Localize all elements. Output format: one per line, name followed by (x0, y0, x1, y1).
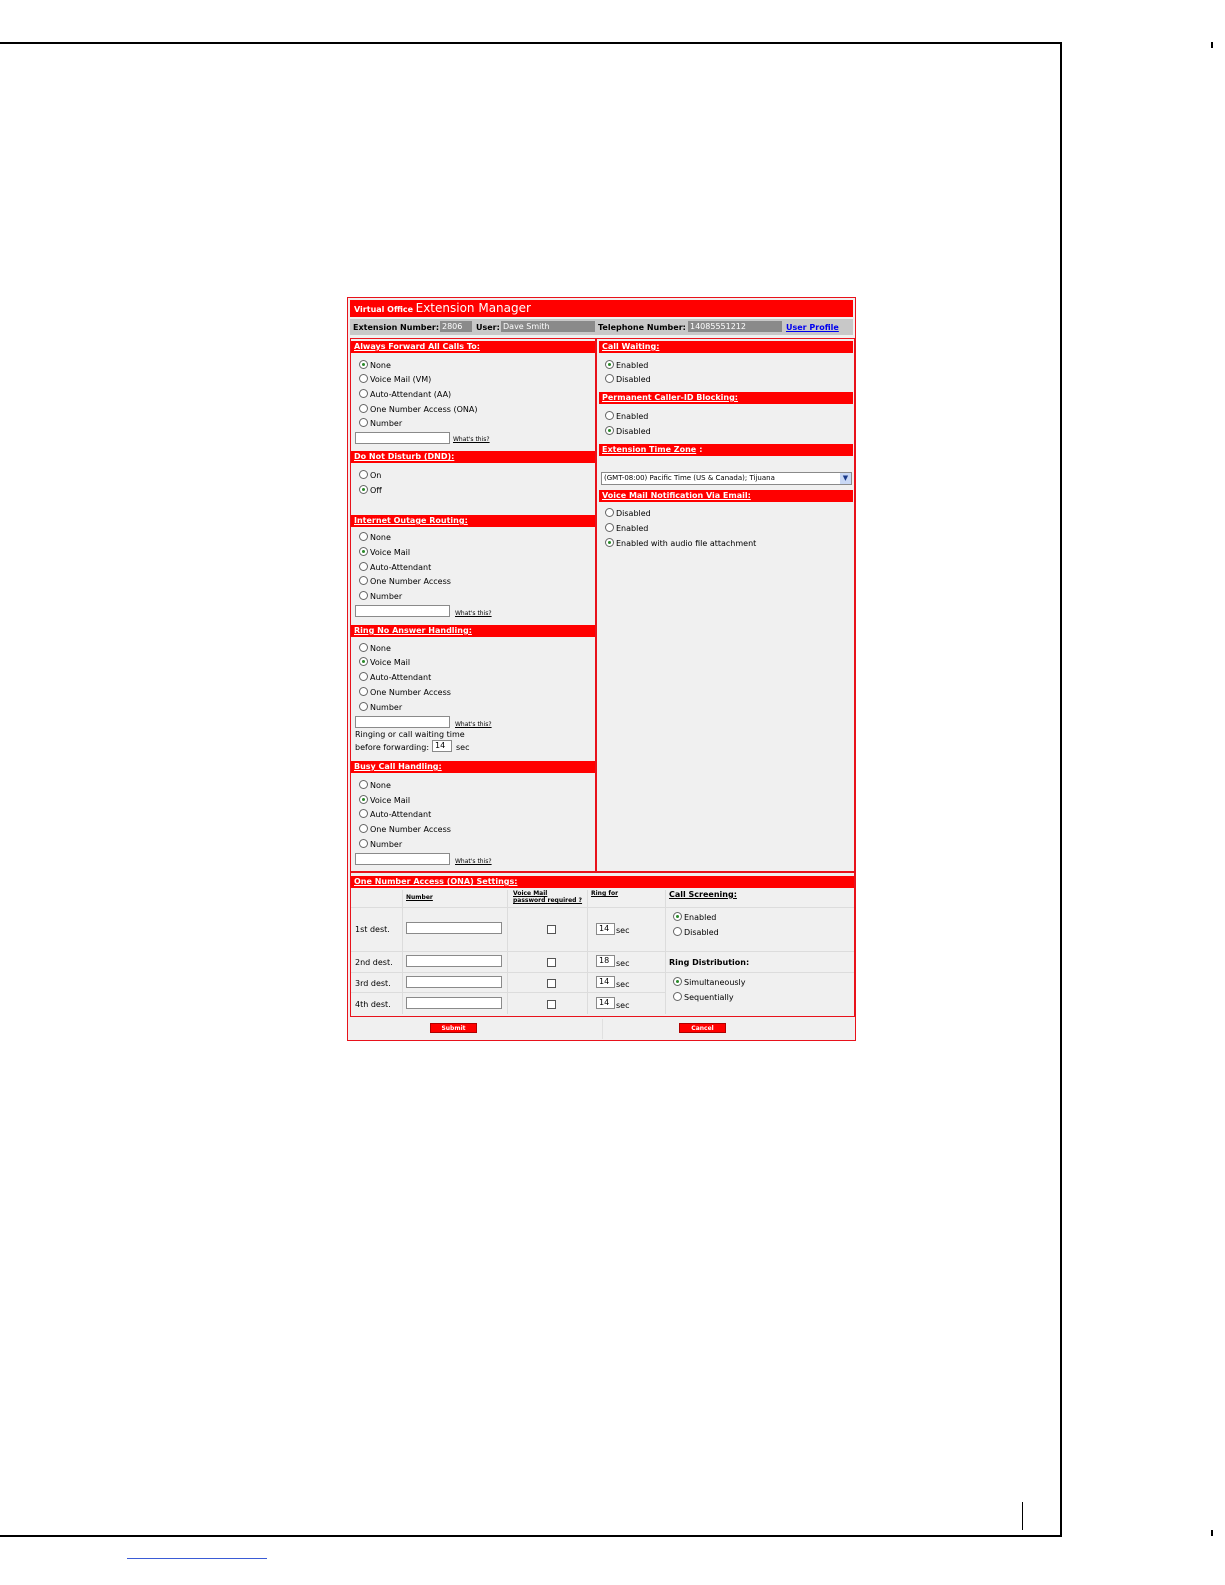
radio-icon[interactable] (359, 470, 368, 479)
busy-option-ona[interactable]: One Number Access (359, 824, 451, 836)
radio-icon[interactable] (673, 977, 682, 986)
call-screening-title: Call Screening: (669, 890, 737, 899)
call-screening-option-disabled[interactable]: Disabled (673, 927, 719, 939)
ona-dest-1-ring-input[interactable]: 14 (596, 923, 615, 935)
ring-distribution-title: Ring Distribution: (669, 958, 750, 967)
ona-ring-unit: sec (616, 926, 630, 935)
callerid-blocking-header: Permanent Caller-ID Blocking: (599, 392, 853, 404)
rna-whats-this-link[interactable]: What's this? (455, 721, 492, 728)
radio-icon[interactable] (359, 702, 368, 711)
chevron-down-icon[interactable]: ▼ (840, 473, 851, 484)
radio-icon[interactable] (605, 523, 614, 532)
busy-option-number[interactable]: Number (359, 839, 402, 851)
ona-dest-1-vm-password-checkbox[interactable] (547, 925, 556, 934)
page-tick (1022, 1502, 1023, 1530)
dnd-option-on[interactable]: On (359, 470, 381, 482)
busy-whats-this-link[interactable]: What's this? (455, 858, 492, 865)
ring-distribution-option-simultaneously[interactable]: Simultaneously (673, 977, 746, 989)
rna-wait-text-line1: Ringing or call waiting time (355, 730, 465, 739)
always-forward-option-auto-attendant[interactable]: Auto-Attendant (AA) (359, 389, 451, 401)
extension-info-bar (350, 319, 853, 335)
footer-rule (127, 1558, 267, 1559)
outage-option-ona[interactable]: One Number Access (359, 576, 451, 588)
radio-icon[interactable] (605, 360, 614, 369)
radio-icon[interactable] (605, 426, 614, 435)
dnd-option-off[interactable]: Off (359, 485, 382, 497)
always-forward-number-input[interactable] (355, 432, 450, 444)
telephone-number-label: Telephone Number: (598, 323, 686, 332)
ona-dest-4-vm-password-checkbox[interactable] (547, 1000, 556, 1009)
right-settings-column (596, 338, 855, 872)
ona-row-label: 2nd dest. (355, 958, 393, 967)
time-zone-header: Extension Time Zone : (599, 444, 853, 456)
vm-email-option-attachment[interactable]: Enabled with audio file attachment (605, 538, 756, 550)
ona-ring-unit: sec (616, 959, 630, 968)
busy-header: Busy Call Handling: (351, 761, 595, 773)
radio-icon[interactable] (605, 508, 614, 517)
ona-row-label: 1st dest. (355, 925, 390, 934)
ona-grid-line (507, 890, 508, 1014)
rna-option-none[interactable]: None (359, 643, 391, 655)
ona-ring-unit: sec (616, 980, 630, 989)
rna-option-auto-attendant[interactable]: Auto-Attendant (359, 672, 431, 684)
outage-option-number[interactable]: Number (359, 591, 402, 603)
outage-header: Internet Outage Routing: (351, 515, 595, 527)
radio-icon[interactable] (359, 562, 368, 571)
radio-icon[interactable] (359, 687, 368, 696)
rna-wait-unit: sec (456, 743, 470, 752)
ona-grid-line (665, 890, 666, 1014)
user-label: User: (476, 323, 500, 332)
radio-icon[interactable] (359, 389, 368, 398)
always-forward-option-none[interactable]: None (359, 360, 391, 372)
radio-icon[interactable] (359, 547, 368, 556)
ona-dest-4-number-input[interactable] (406, 997, 502, 1009)
extension-number-label: Extension Number: (353, 323, 440, 332)
always-forward-header: Always Forward All Calls To: (351, 341, 595, 353)
outage-whats-this-link[interactable]: What's this? (455, 610, 492, 617)
left-settings-column (350, 338, 596, 872)
ona-row-label: 4th dest. (355, 1000, 391, 1009)
vm-email-option-enabled[interactable]: Enabled (605, 523, 648, 535)
vm-email-option-disabled[interactable]: Disabled (605, 508, 651, 520)
ona-dest-2-number-input[interactable] (406, 955, 502, 967)
callerid-option-disabled[interactable]: Disabled (605, 426, 651, 438)
telephone-number-value: 14085551212 (688, 321, 782, 332)
ona-dest-2-vm-password-checkbox[interactable] (547, 958, 556, 967)
ona-col-vm-password-header: Voice Mail password required ? (513, 890, 583, 904)
dnd-header: Do Not Disturb (DND): (351, 451, 595, 463)
corner-mark (1211, 42, 1213, 48)
outage-option-voice-mail[interactable]: Voice Mail (359, 547, 410, 559)
busy-option-none[interactable]: None (359, 780, 391, 792)
always-forward-option-number[interactable]: Number (359, 418, 402, 430)
app-title-big: Extension Manager (415, 301, 531, 315)
radio-icon[interactable] (359, 795, 368, 804)
ona-row-label: 3rd dest. (355, 979, 391, 988)
ona-col-number-header: Number (406, 894, 433, 901)
busy-option-voice-mail[interactable]: Voice Mail (359, 795, 410, 807)
submit-button[interactable]: Submit (430, 1023, 477, 1033)
ona-grid-line (351, 951, 854, 952)
ona-dest-4-ring-input[interactable]: 14 (596, 997, 615, 1009)
ona-ring-unit: sec (616, 1001, 630, 1010)
radio-icon[interactable] (359, 532, 368, 541)
ona-dest-3-ring-input[interactable]: 14 (596, 976, 615, 988)
rna-wait-text-line2: before forwarding: (355, 743, 430, 752)
ona-grid-line (351, 907, 854, 908)
radio-icon[interactable] (359, 404, 368, 413)
rna-wait-seconds-input[interactable]: 14 (432, 740, 452, 752)
ona-dest-1-number-input[interactable] (406, 922, 502, 934)
outage-option-none[interactable]: None (359, 532, 391, 544)
time-zone-select[interactable]: (GMT-08:00) Pacific Time (US & Canada); Tijuana ▼ (601, 472, 852, 485)
ring-no-answer-header: Ring No Answer Handling: (351, 625, 595, 637)
radio-icon[interactable] (359, 657, 368, 666)
radio-icon[interactable] (673, 912, 682, 921)
rna-option-ona[interactable]: One Number Access (359, 687, 451, 699)
busy-number-input[interactable] (355, 853, 450, 865)
radio-icon[interactable] (359, 374, 368, 383)
corner-mark (1211, 1530, 1213, 1536)
ona-settings-section (350, 872, 855, 1017)
call-waiting-option-disabled[interactable]: Disabled (605, 374, 651, 386)
radio-icon[interactable] (359, 591, 368, 600)
radio-icon[interactable] (605, 538, 614, 547)
radio-icon[interactable] (359, 485, 368, 494)
radio-icon[interactable] (359, 672, 368, 681)
rna-number-input[interactable] (355, 716, 450, 728)
ona-grid-line (351, 972, 854, 973)
ona-dest-2-ring-input[interactable]: 18 (596, 955, 615, 967)
always-forward-option-ona[interactable]: One Number Access (ONA) (359, 404, 477, 416)
ona-col-ring-for-header: Ring for (591, 890, 619, 897)
callerid-option-enabled[interactable]: Enabled (605, 411, 648, 423)
rna-option-voice-mail[interactable]: Voice Mail (359, 657, 410, 669)
ona-dest-3-vm-password-checkbox[interactable] (547, 979, 556, 988)
ona-grid-line (587, 890, 588, 1014)
always-forward-option-voice-mail[interactable]: Voice Mail (VM) (359, 374, 431, 386)
ona-settings-header: One Number Access (ONA) Settings: (351, 876, 854, 888)
radio-icon[interactable] (673, 927, 682, 936)
cancel-button[interactable]: Cancel (679, 1023, 726, 1033)
ona-grid-line (351, 992, 665, 993)
ona-dest-3-number-input[interactable] (406, 976, 502, 988)
user-profile-link[interactable]: User Profile (786, 323, 839, 332)
outage-number-input[interactable] (355, 605, 450, 617)
call-waiting-option-enabled[interactable]: Enabled (605, 360, 648, 372)
radio-icon[interactable] (673, 992, 682, 1001)
ona-grid-line (402, 890, 403, 1014)
call-screening-option-enabled[interactable]: Enabled (673, 912, 716, 924)
radio-icon[interactable] (359, 418, 368, 427)
radio-icon[interactable] (359, 576, 368, 585)
extension-number-value: 2806 (440, 321, 472, 332)
radio-icon[interactable] (359, 643, 368, 652)
radio-icon[interactable] (359, 360, 368, 369)
app-title-bar (350, 300, 853, 317)
ring-distribution-option-sequentially[interactable]: Sequentially (673, 992, 734, 1004)
call-waiting-header: Call Waiting: (599, 341, 853, 353)
radio-icon[interactable] (359, 839, 368, 848)
rna-option-number[interactable]: Number (359, 702, 402, 714)
radio-icon[interactable] (605, 411, 614, 420)
vm-email-header: Voice Mail Notification Via Email: (599, 490, 853, 502)
radio-icon[interactable] (359, 809, 368, 818)
extension-manager-panel (347, 297, 856, 1041)
radio-icon[interactable] (359, 824, 368, 833)
radio-icon[interactable] (605, 374, 614, 383)
outage-option-auto-attendant[interactable]: Auto-Attendant (359, 562, 431, 574)
radio-icon[interactable] (359, 780, 368, 789)
button-row-divider (602, 1019, 603, 1039)
always-forward-whats-this-link[interactable]: What's this? (453, 436, 490, 443)
busy-option-auto-attendant[interactable]: Auto-Attendant (359, 809, 431, 821)
app-title-small: Virtual Office (354, 305, 414, 314)
user-value: Dave Smith (501, 321, 595, 332)
